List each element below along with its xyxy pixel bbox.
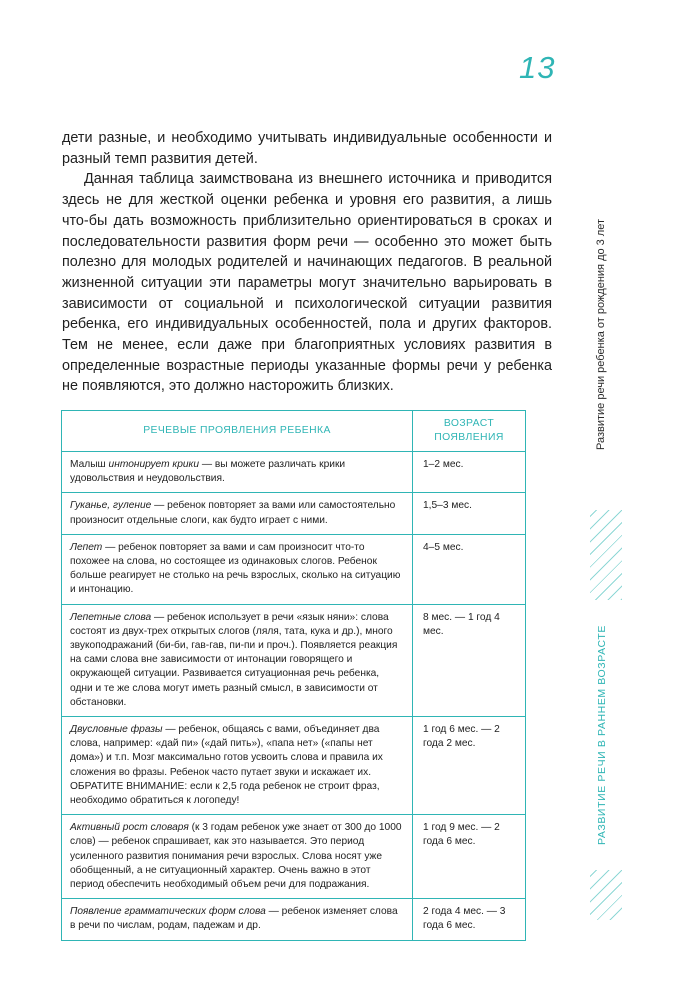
- age-cell: 1,5–3 мес.: [413, 493, 526, 534]
- paragraph: дети разные, и необходимо учитывать индивидуальные особенности и разный темп развития детей.: [62, 130, 552, 167]
- table-row: [62, 717, 526, 815]
- section-side-title: [596, 600, 620, 870]
- age-cell: 1 год 6 мес. — 2 года 2 мес.: [413, 717, 526, 815]
- cell-text: — ребенок использует в речи «язык няни»: слова состоят из двух-трех открытых слогов (ляля, тата, кука и др.), много звукоподражаний (би-би, гав-гав, пи-пи и проч.). Появляется реакция на сами слова вне зависимости от интонации говорящего и окружающей ситуации. Развивается ситуационная речь ребенка, одни и те же слова могут иметь разный смысл, в зависимости от обстановки.: [70, 611, 398, 708]
- manifestation-cell: [62, 899, 413, 940]
- chapter-side-title: [595, 218, 619, 450]
- age-cell: 4–5 мес.: [413, 534, 526, 604]
- manifestation-cell: [62, 815, 413, 899]
- manifestation-cell: [62, 717, 413, 815]
- header-manifestation: РЕЧЕВЫЕ ПРОЯВЛЕНИЯ РЕБЕНКА: [62, 411, 413, 452]
- age-cell: 8 мес. — 1 год 4 мес.: [413, 604, 526, 716]
- manifestation-cell: [62, 604, 413, 716]
- decorative-hatch: [590, 870, 622, 920]
- term-italic: Двусловные фразы: [70, 724, 163, 736]
- section-title: РАЗВИТИЕ РЕЧИ В РАННЕМ ВОЗРАСТЕ: [596, 625, 608, 845]
- body-text: [62, 128, 552, 397]
- age-cell: 2 года 4 мес. — 3 года 6 мес.: [413, 899, 526, 940]
- cell-text: — ребенок изменяет слова в речи по числам, родам, падежам и др.: [70, 906, 398, 932]
- age-cell: 1–2 мес.: [413, 452, 526, 493]
- header-age: ВОЗРАСТ ПОЯВЛЕНИЯ: [413, 411, 526, 452]
- table-row: [62, 534, 526, 604]
- term-italic: Лепетные слова: [70, 611, 152, 623]
- table-row: [62, 493, 526, 534]
- cell-text: (к 3 годам ребенок уже знает от 300 до 1000 слов) — ребенок спрашивает, как это называется. Это период усиленного развития понимания речи взрослых. Слова носят уже обобщенный, а не ситуационный характер. Очень важно в этот период обеспечить необходимый объем речи для подражания.: [70, 822, 402, 891]
- cell-text: — ребенок повторяет за вами и сам произносит что-то похожее на слова, но состоящее из одинаковых слогов. Ребенок больше реагирует не столько на речь взрослых, сколько на ситуацию и интонацию.: [70, 541, 401, 596]
- term-italic: Лепет: [70, 541, 103, 553]
- decorative-hatch: [590, 510, 622, 600]
- manifestation-cell: [62, 493, 413, 534]
- cell-text: — ребенок, общаясь с вами, объединяет два слова, например: «дай пи» («дай пить»), «папа нет» («папы нет дома») и т.п. Мозг максимально готов усвоить слова и правила их сложения во фразы. Ребенок часто путает звуки и искажает их. ОБРАТИТЕ ВНИМАНИЕ: если к 2,5 года ребенок не строит фраз, необходимо обратиться к логопеду!: [70, 724, 383, 807]
- cell-text: — ребенок повторяет за вами или самостоятельно произносит отдельные слоги, как будто играет с ними.: [70, 500, 396, 526]
- table-row: [62, 604, 526, 716]
- cell-text: — вы можете различать крики удовольствия и неудовольствия.: [70, 459, 346, 485]
- table-header-row: [62, 411, 526, 452]
- term-italic: Гуканье, гуление: [70, 500, 152, 512]
- term-italic: Активный рост словаря: [70, 822, 189, 834]
- manifestation-cell: [62, 452, 413, 493]
- term-italic: интонирует крики: [108, 459, 200, 470]
- table-row: [62, 815, 526, 899]
- age-cell: 1 год 9 мес. — 2 года 6 мес.: [413, 815, 526, 899]
- manifestation-cell: [62, 534, 413, 604]
- speech-development-table: [61, 410, 526, 941]
- table-row: [62, 899, 526, 940]
- page-number: 13: [519, 50, 556, 85]
- chapter-title: Развитие речи ребенка от рождения до 3 лет: [595, 218, 607, 450]
- paragraph: Данная таблица заимствована из внешнего источника и приводится здесь не для жесткой оценки ребенка и уровня его развития, а лишь что-бы дать возможность приблизительно ориентироваться в сроках и последовательности развития форм речи — особенно это может быть полезно для молодых родителей и начинающих педагогов. В реальной жизненной ситуации эти параметры могут значительно варьировать в зависимости от социальной и психологической ситуации развития ребенка, его индивидуальных особенностей, пола и других факторов. Тем не менее, если даже при благоприятных условиях развития в определенные возрастные периоды указанные формы речи у ребенка не появляются, это должно насторожить близких.: [62, 171, 552, 395]
- cell-text: Малыш: [70, 459, 109, 470]
- table-row: [62, 452, 526, 493]
- term-italic: Появление грамматических форм слова: [70, 906, 266, 918]
